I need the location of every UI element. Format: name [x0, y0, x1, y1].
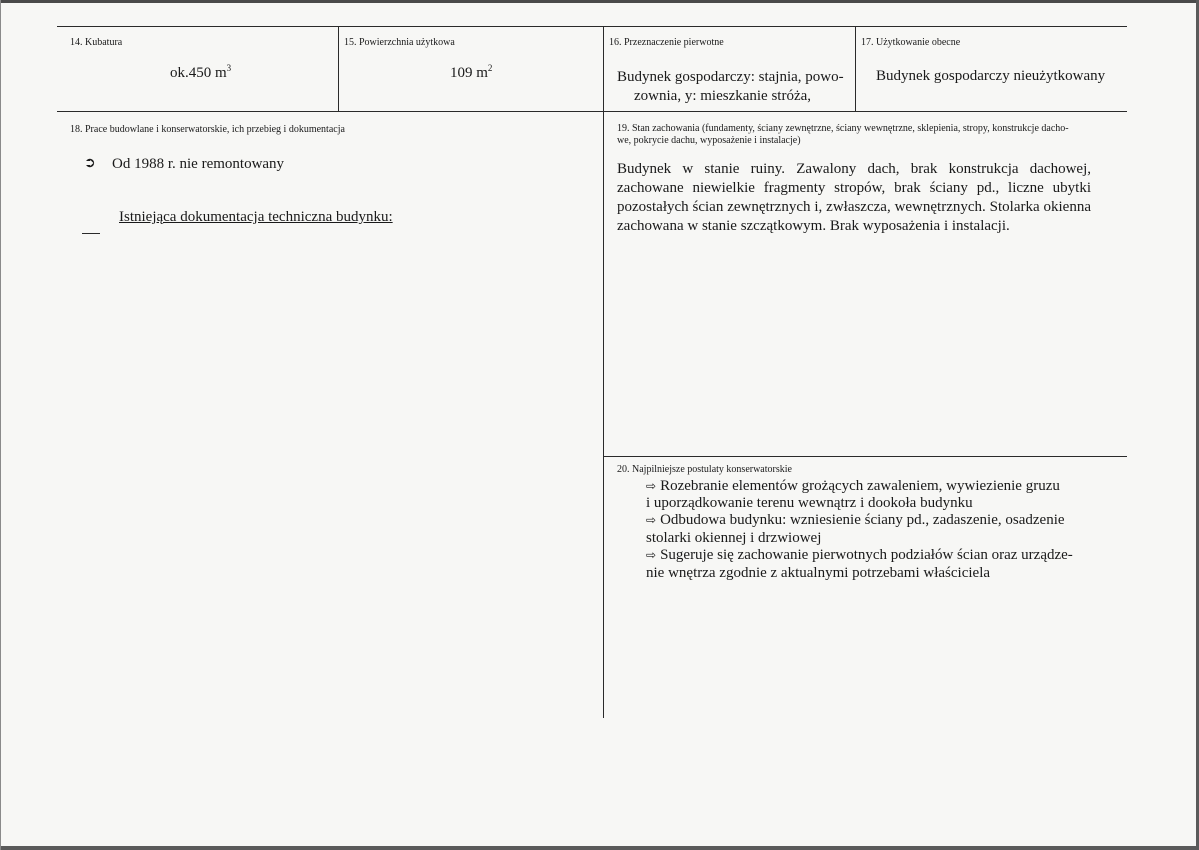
- przeznaczenie-line1: Budynek gospodarczy: stajnia, powo-: [617, 69, 844, 85]
- kubatura-value: [170, 64, 231, 83]
- postulat-2-line1: [646, 511, 1065, 530]
- powierzchnia-value: [450, 64, 492, 83]
- przeznaczenie-label: 16. Przeznaczenie pierwotne: [609, 37, 724, 48]
- outline-right-arrow-icon: ⇨: [646, 479, 657, 493]
- stan-description: Budynek w stanie ruiny. Zawalony dach, brak konstrukcja dachowej, zachowane niewielkie fragmenty stropów, brak ściany pd., liczne ubytki pozostałych ścian zewnętrznych i, zwłaszcza, wewnętrznych. Stolarka okienna zachowana w stanie szczątkowym. Brak wyposażenia i instalacji.: [617, 161, 1091, 234]
- stan-label-line2: we, pokrycie dachu, wyposażenie i instalacje): [617, 135, 801, 146]
- powierzchnia-value-text: 109 m: [450, 65, 488, 81]
- dokumentacja-dash: [82, 233, 100, 234]
- scan-edge-bottom: [0, 846, 1199, 850]
- postulat-1-line1-text: Rozebranie elementów grożących zawaleniem, wywiezienie gruzu: [660, 478, 1060, 494]
- dokumentacja-heading: Istniejąca dokumentacja techniczna budynku:: [119, 209, 393, 225]
- divider-16-17: [855, 26, 856, 112]
- kubatura-unit-exponent: 3: [226, 63, 232, 73]
- outline-right-arrow-icon: ⇨: [646, 548, 657, 562]
- kubatura-label: 14. Kubatura: [70, 37, 123, 48]
- postulaty-label: 20. Najpilniejsze postulaty konserwatorskie: [617, 464, 792, 475]
- section-19-20-divider: [603, 456, 1127, 457]
- postulat-3-line1: [646, 546, 1073, 565]
- uzytkowanie-value: Budynek gospodarczy nieużytkowany: [876, 68, 1106, 84]
- postulat-2-line1-text: Odbudowa budynku: wzniesienie ściany pd., zadaszenie, osadzenie: [660, 512, 1065, 528]
- powierzchnia-label: 15. Powierzchnia użytkowa: [344, 37, 455, 48]
- table-top-border: [57, 26, 1127, 27]
- outline-right-arrow-icon: ⇨: [646, 513, 657, 527]
- curved-arrow-icon: ➲: [84, 155, 96, 171]
- postulat-3-line1-text: Sugeruje się zachowanie pierwotnych podziałów ścian oraz urządze-: [660, 547, 1073, 563]
- divider-15-16: [603, 26, 604, 718]
- scan-edge-top: [0, 0, 1199, 3]
- divider-14-15: [338, 26, 339, 112]
- postulat-1-line2: i uporządkowanie terenu wewnątrz i dookoła budynku: [646, 495, 973, 511]
- scan-edge-left: [0, 0, 1, 850]
- przeznaczenie-line2: zownia, y: mieszkanie stróża,: [634, 88, 812, 104]
- kubatura-value-text: ok.450 m: [170, 65, 227, 81]
- row1-bottom-border: [57, 111, 1127, 112]
- powierzchnia-unit-exponent: 2: [487, 63, 493, 73]
- stan-label-line1: 19. Stan zachowania (fundamenty, ściany zewnętrzne, ściany wewnętrzne, sklepienia, stropy, konstrukcje dacho-: [617, 123, 1069, 134]
- uzytkowanie-label: 17. Użytkowanie obecne: [861, 37, 961, 48]
- prace-label: 18. Prace budowlane i konserwatorskie, ich przebieg i dokumentacja: [70, 124, 345, 135]
- postulat-3-line2: nie wnętrza zgodnie z aktualnymi potrzebami właściciela: [646, 565, 991, 581]
- prace-bullet-text: Od 1988 r. nie remontowany: [112, 156, 285, 172]
- postulat-2-line2: stolarki okiennej i drzwiowej: [646, 530, 822, 546]
